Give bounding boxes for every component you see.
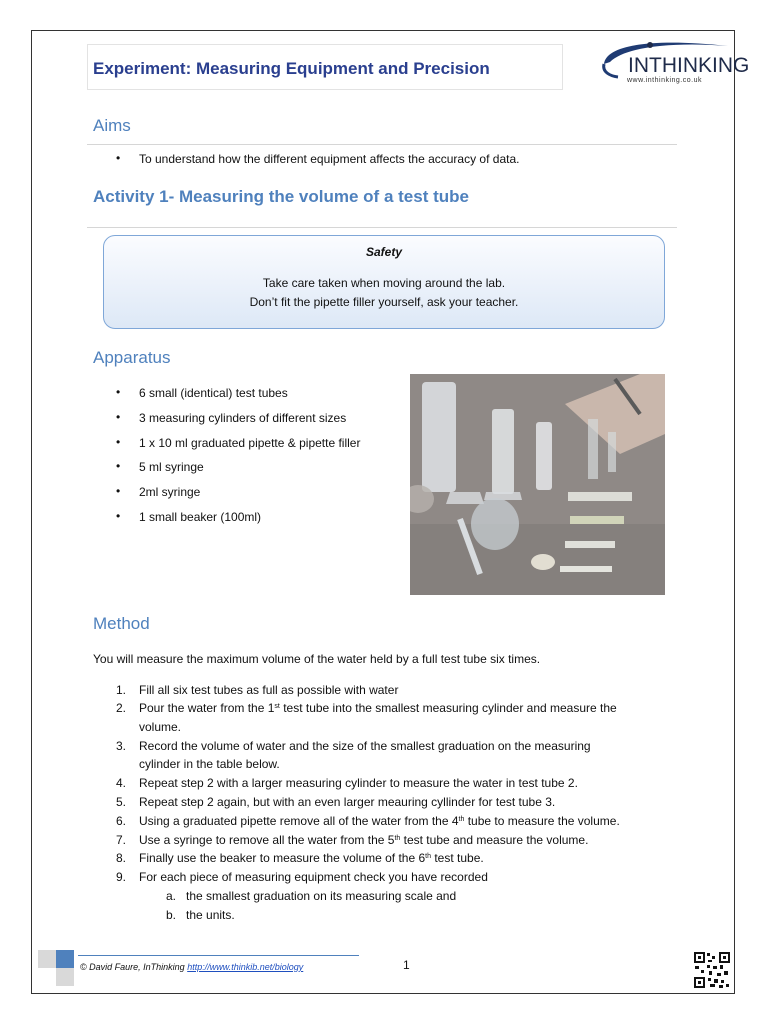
safety-line-2: Don’t fit the pipette filler yourself, ask your teacher. [249, 295, 519, 309]
step-2-cont: volume. [139, 720, 182, 734]
step-number: 7. [115, 833, 126, 847]
aims-item: To understand how the different equipment affects the accuracy of data. [139, 152, 520, 166]
step-1: Fill all six test tubes as full as possible with water [139, 683, 399, 697]
apparatus-item: 1 small beaker (100ml) [139, 510, 262, 524]
step-9: For each piece of measuring equipment check you have recorded [139, 870, 488, 884]
bullet-icon: • [116, 435, 121, 449]
logo-url: www.inthinking.co.uk [627, 77, 702, 84]
method-intro: You will measure the maximum volume of the water held by a full test tube six times. [93, 652, 541, 666]
step-3-cont: cylinder in the table below. [139, 757, 280, 771]
apparatus-photo [410, 374, 665, 595]
substep-letter: b. [165, 908, 176, 922]
activity-heading: Activity 1- Measuring the volume of a test tube [93, 187, 469, 206]
apparatus-item: 2ml syringe [139, 485, 201, 499]
apparatus-item: 3 measuring cylinders of different sizes [139, 411, 347, 425]
step-8: Finally use the beaker to measure the volume of the 6th test tube. [139, 851, 484, 865]
page-title: Experiment: Measuring Equipment and Precision [93, 59, 490, 78]
step-number: 5. [115, 795, 126, 809]
footer-decor-square [38, 950, 56, 968]
substep-letter: a. [165, 889, 176, 903]
bullet-icon: • [116, 385, 121, 399]
step-number: 1. [115, 683, 126, 697]
logo-text: INTHINKING [628, 54, 750, 77]
step-5: Repeat step 2 again, but with an even larger meauring cyllinder for test tube 3. [139, 795, 556, 809]
bullet-icon: • [116, 484, 121, 498]
footer-decor-square [56, 968, 74, 986]
footer-credit: © David Faure, InThinking http://www.thinkib.net/biology [80, 962, 304, 972]
step-6: Using a graduated pipette remove all of the water from the 4th tube to measure the volume. [139, 814, 620, 828]
footer-rule [78, 955, 359, 956]
footer-decor-square [56, 950, 74, 968]
step-number: 9. [115, 870, 126, 884]
aims-heading: Aims [93, 116, 131, 135]
step-2: Pour the water from the 1st test tube into the smallest measuring cylinder and measure the [139, 701, 617, 715]
qr-code-icon [693, 951, 731, 989]
activity-rule [87, 227, 677, 228]
step-4: Repeat step 2 with a larger measuring cylinder to measure the water in test tube 2. [139, 776, 578, 790]
apparatus-item: 1 x 10 ml graduated pipette & pipette filler [139, 436, 361, 450]
step-7: Use a syringe to remove all the water from the 5th test tube and measure the volume. [139, 833, 589, 847]
page-number: 1 [403, 958, 410, 972]
apparatus-item: 6 small (identical) test tubes [139, 386, 288, 400]
substep-b: the units. [186, 908, 235, 922]
bullet-icon: • [116, 459, 121, 473]
step-number: 8. [115, 851, 126, 865]
substep-a: the smallest graduation on its measuring scale and [186, 889, 457, 903]
bullet-icon: • [116, 509, 121, 523]
step-number: 3. [115, 739, 126, 753]
step-number: 6. [115, 814, 126, 828]
aims-rule [87, 144, 677, 145]
step-3: Record the volume of water and the size of the smallest graduation on the measuring [139, 739, 591, 753]
apparatus-heading: Apparatus [93, 348, 171, 367]
footer-link[interactable]: http://www.thinkib.net/biology [187, 962, 304, 972]
step-number: 4. [115, 776, 126, 790]
safety-line-1: Take care taken when moving around the lab. [262, 276, 506, 290]
bullet-icon: • [116, 410, 121, 424]
step-number: 2. [115, 701, 126, 715]
bullet-icon: • [116, 151, 121, 165]
method-heading: Method [93, 614, 150, 633]
apparatus-item: 5 ml syringe [139, 460, 204, 474]
safety-title: Safety [365, 245, 403, 259]
